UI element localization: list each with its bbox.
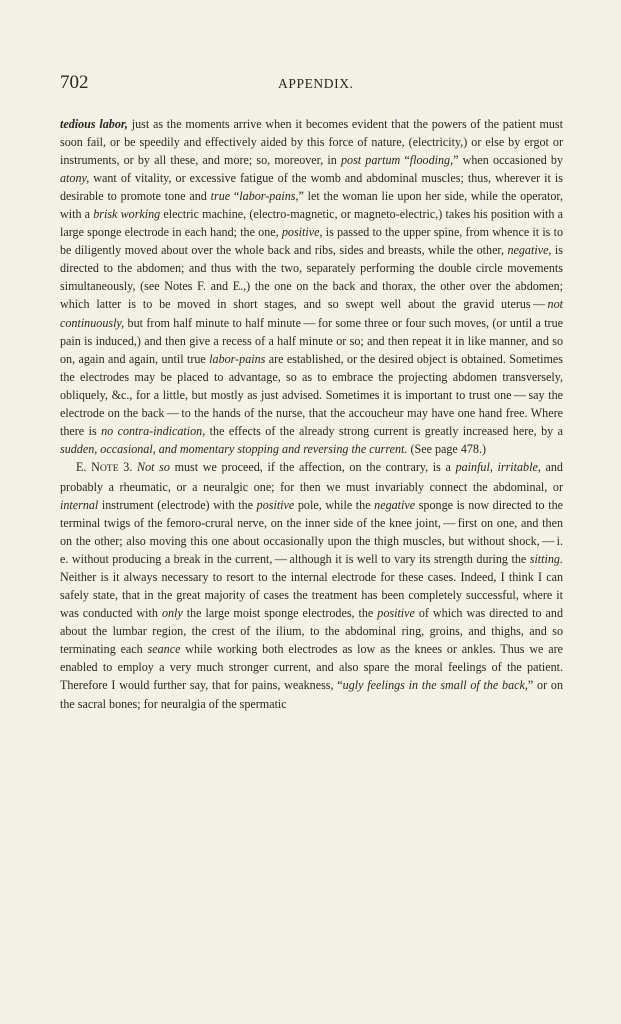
text-run: Neither is it always necessary to resort to the internal electrode for these cases. Indeed, I think I can safely state, that in the great majority of cases the treatment has been completely successful, where it was conducted with [60,570,563,621]
emphasis-text: ugly feelings in the small of the back, [342,678,528,693]
emphasis-text: positive, [281,225,323,240]
emphasis-text: painful, irritable, [455,459,541,474]
emphasis-text: internal [60,497,99,512]
text-run: E. N [76,459,100,474]
text-run: but from half minute to half minute — for some three or four such moves, (or until a true pain is induced,) and then give a recess of a half minute or so; and then repeat it in like manner, and so on, again and again, until true [60,315,563,366]
page-header [60,72,560,96]
body-text [60,115,563,713]
emphasis-text: tedious labor, [60,117,128,131]
text-run: and probably a rheumatic, or a neuralgic one; for then we must invariably connect the abdominal, or [60,459,563,494]
text-run: “ [230,189,240,204]
text-run: is passed to the upper spine, from whence it is to be diligently moved about over the whole back and ribs, sides and breasts, while the other, [60,225,564,258]
text-run: 3. [118,459,138,474]
emphasis-text: negative, [507,243,552,258]
paragraph [60,115,563,458]
paragraph [60,458,563,713]
text-run: instrument (electrode) with the [98,497,257,512]
emphasis-text: labor-pains, [239,189,299,204]
emphasis-text: sudden, occasional, and momentary stopping and reversing the current. [60,441,408,456]
emphasis-text: true [210,189,231,204]
emphasis-text: negative [374,497,416,512]
text-run: “ [400,153,410,168]
emphasis-text: only [161,606,183,621]
page-number: 702 [60,72,89,93]
text-run: just as the moments arrive when it becomes evident that the powers of the patient must soon fail, or be speedily and effectively aided by this force of nature, (electricity,) or else by ergot or instruments, or by all these, and more; so, moreover, in [60,117,563,168]
text-run: want of vitality, or excessive fatigue of the womb and abdominal muscles; thus, wherever it is desirable to promote tone and [60,171,563,204]
text-run: are established, or the desired object is obtained. Sometimes the electrodes may be placed to advantage, so as to embrace the projecting abdomen transversely, obliquely, &c., for a little, but mostly as just advised. Sometimes it is important to trust one — say the electrode on the back — to the hands of the nurse, that the accoucheur may have one hand free. Where there is [60,351,563,438]
text-run: of which was directed to and about the lumbar region, the crest of the ilium, to the abdominal ring, groins, and thighs, and so terminating each [60,606,563,657]
emphasis-text: labor-pains [209,351,266,366]
emphasis-text: OTE [99,462,119,474]
emphasis-text: sitting. [529,552,563,567]
text-run: ” when occasioned by [453,153,563,168]
text-run: ” or on the sacral bones; for neuralgia of the spermatic [60,678,563,711]
emphasis-text: no contra-indication, [101,423,206,438]
emphasis-text: flooding, [409,153,454,168]
text-run: while working both electrodes as low as the knees or ankles. Thus we are enabled to employ a very much stronger current, and also spare the moral feelings of the patient. Therefore I would further say, that for pains, weakness, “ [60,642,564,693]
text-run: sponge is now directed to the terminal twigs of the femoro-crural nerve, on the inner side of the knee joint, — first on one, and then on the other; also moving this one about occasionally upon the thigh muscles, but without shock, — i. e. without producing a break in the current, — although it is well to vary its strength during the [60,497,563,567]
text-run: the large moist sponge electrodes, the [182,606,378,621]
text-run: (See page 478.) [407,441,487,456]
text-run: must we proceed, if the affection, on the contrary, is a [169,459,456,474]
emphasis-text: atony, [60,171,90,186]
running-head: APPENDIX. [278,76,354,91]
text-run: pole, while the [294,497,375,512]
text-run: the effects of the already strong current is greatly increased here, by a [205,423,563,438]
emphasis-text: seance [147,642,181,657]
emphasis-text: Not so [137,459,170,474]
emphasis-text: brisk working [93,207,161,222]
emphasis-text: post partum [340,153,401,168]
emphasis-text: positive [377,606,415,621]
emphasis-text: not continuously, [60,297,563,330]
emphasis-text: positive [256,497,295,512]
text-run: ” let the woman lie upon her side, while the operator, with a [60,189,563,222]
text-run: is directed to the abdomen; and thus with the two, separately performing the double circle movements simultaneously, (see Notes F. and E.,) the one on the back and thorax, the other over the abdomen; which latter is to be moved in short stages, and so swept well about the gravid uterus — [60,243,563,312]
text-run: electric machine, (electro-magnetic, or magneto-electric,) takes his position with a large sponge electrode in each hand; the one, [60,207,564,240]
